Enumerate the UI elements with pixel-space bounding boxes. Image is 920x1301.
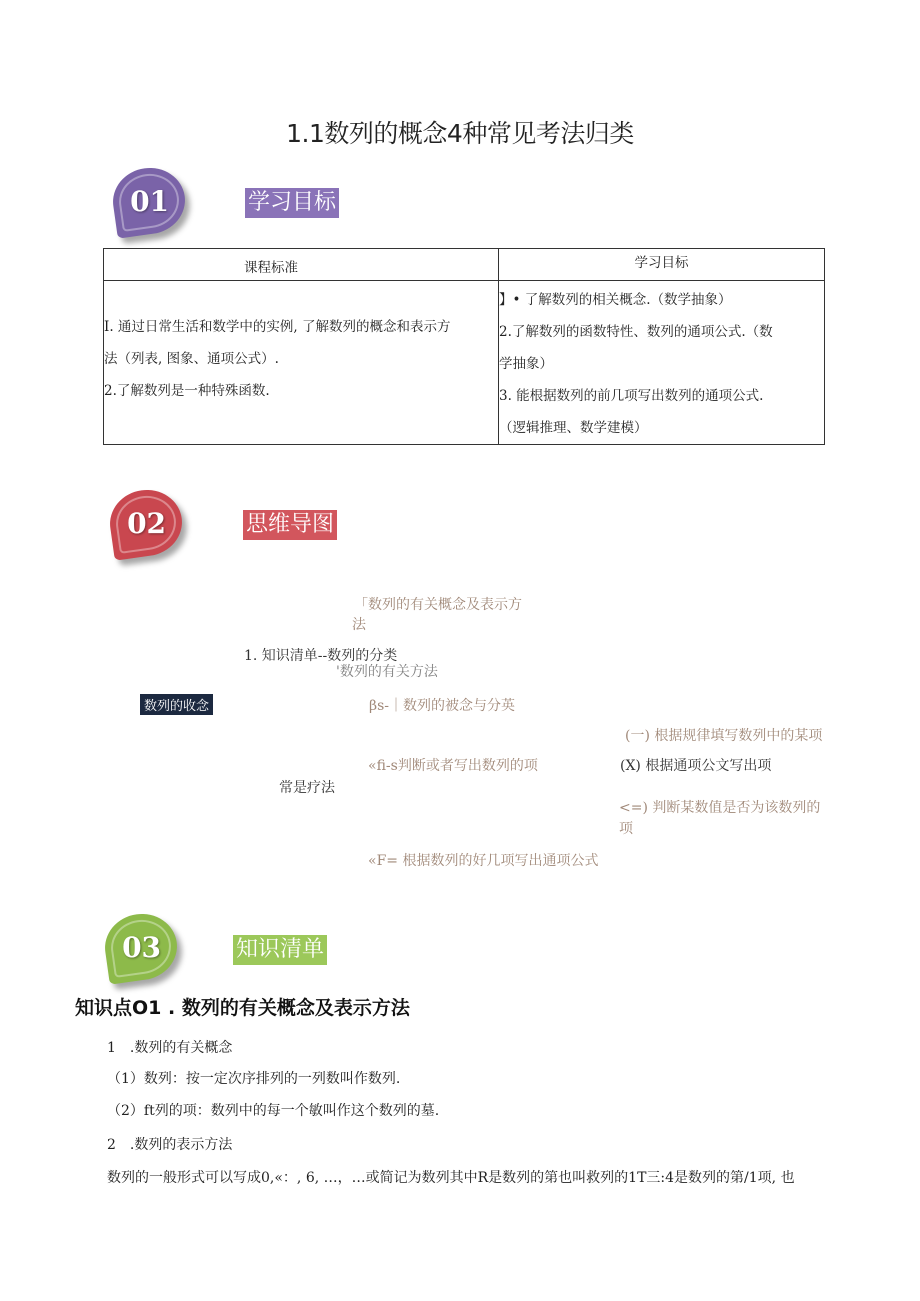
standard-line: 法（列表, 图象、通项公式）.: [104, 351, 279, 367]
section-number: 03: [121, 930, 161, 964]
section-badge-03: [101, 909, 181, 984]
goals-table: [103, 248, 825, 445]
mindmap-branch-label: 常是疗法: [279, 780, 335, 796]
mindmap-item-1: 1. 知识清单--数列的分类: [244, 648, 398, 664]
knowledge-para: （1）数列：按一定次序排列的一列数叫作数列.: [107, 1071, 401, 1087]
section-label-knowledge-list: 知识清单: [233, 935, 327, 965]
knowledge-para: （2）ft列的项：数列中的每一个敏叫作这个数列的墓.: [107, 1103, 440, 1119]
goals-cell: [499, 281, 825, 445]
table-header-goals: 学习目标: [499, 249, 825, 281]
section-number: 01: [129, 184, 169, 218]
page-title: 1.1数列的概念4种常见考法归类: [286, 119, 634, 148]
standard-line: I. 通过日常生活和数学中的实例, 了解数列的概念和表示方: [104, 319, 451, 335]
knowledge-heading: 知识点O1 . 数列的有关概念及表示方法: [75, 997, 410, 1019]
knowledge-para: 2 .数列的表示方法: [107, 1137, 233, 1153]
mindmap-sub-2: (X) 根据通项公文写出项: [620, 758, 772, 774]
goal-line: 3. 能根据数列的前几项写出数列的通项公式.: [499, 388, 764, 404]
standard-line: 2.了解数列是一种特殊函数.: [104, 383, 270, 399]
standard-cell: [104, 281, 499, 445]
knowledge-para: 数列的一般形式可以写成0,«：, 6, …，…或简记为数列其中R是数列的第也叫救列的1T三:4是数列的第/1项, 也: [107, 1170, 795, 1186]
mindmap-top-line1: 「数列的有关概念及表示方: [354, 597, 522, 613]
goal-line: 学抽象）: [499, 356, 553, 372]
mindmap-sub-1: (一) 根据规律填写数列中的某项: [625, 728, 823, 744]
table-header-standard: 课程标准: [104, 249, 499, 281]
mindmap-branch-3-cut: «F= 根据数列的好几项写出通项公式: [368, 853, 599, 869]
goal-line: （逻辑推理、数学建模）: [499, 420, 648, 436]
section-label-mind-map: 思维导图: [243, 510, 337, 540]
mindmap-top-line2: 法: [352, 617, 366, 633]
section-badge-02: [106, 485, 186, 560]
mindmap-sub-3-line1: <=) 判断某数值是否为该数列的: [619, 800, 821, 816]
mindmap-item-1-cut: '数列的有关方法: [336, 664, 438, 680]
mindmap-branch-1: βs-｜数列的被念与分英: [369, 698, 516, 714]
knowledge-para: 1 .数列的有关概念: [107, 1040, 233, 1056]
mindmap-sub-3-line2: 项: [619, 821, 633, 837]
mindmap-root: 数列的收念: [140, 694, 213, 715]
goal-line: 2.了解数列的函数特性、数列的通项公式.（数: [499, 324, 773, 340]
section-number: 02: [126, 506, 166, 540]
goal-line: 】• 了解数列的相关概念.（数学抽象）: [499, 292, 732, 308]
section-label-study-goals: 学习目标: [245, 188, 339, 218]
section-badge-01: [109, 163, 189, 238]
mindmap-branch-2: «fi-s判断或者写出数列的项: [368, 758, 538, 774]
